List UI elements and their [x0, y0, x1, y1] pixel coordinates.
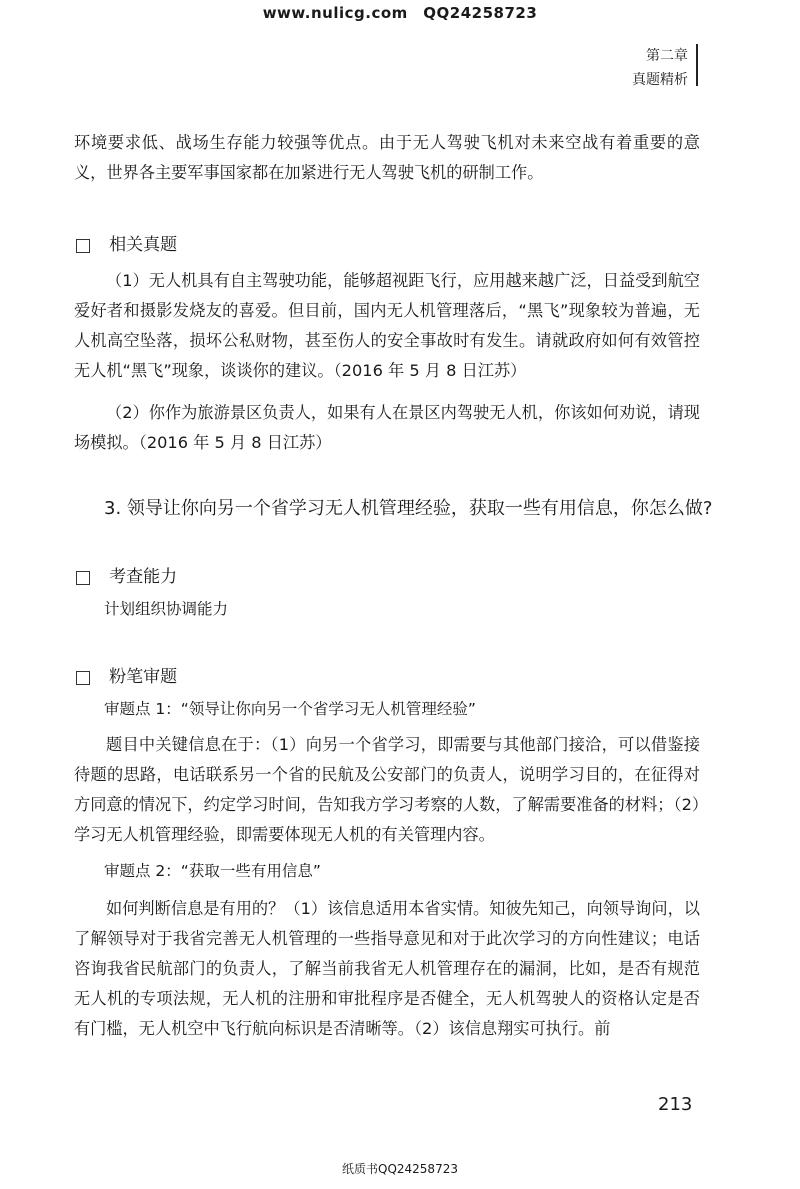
review-paragraph-2: 如何判断信息是有用的？（1）该信息适用本省实情。知彼先知己，向领导询问，以了解领导对于我省完善无人机管理的一些指导意见和对于此次学习的方向性建议；电话咨询我省民航部门的负责人，了解当前我省无人机管理存在的漏洞，比如，是否有规范无人机的专项法规，无人机的注册和审批程序是否健全，无人机驾驶人的资格认定是否有门槛，无人机空中飞行航向标识是否清晰等。（2）该信息翔实可执行。前 — [74, 899, 700, 1038]
review-heading — [76, 664, 177, 690]
review-title: 粉笔审题 — [109, 667, 178, 687]
section-icon — [76, 239, 90, 253]
chapter-header — [632, 44, 688, 92]
section-icon — [76, 571, 90, 585]
footer-watermark: 纸质书QQ24258723 — [342, 1162, 458, 1176]
section-icon — [76, 671, 90, 685]
page-number: 213 — [658, 1094, 693, 1115]
ability-text: 计划组织协调能力 — [104, 600, 229, 618]
ability-heading — [76, 564, 177, 590]
intro-paragraph: 环境要求低、战场生存能力较强等优点。由于无人驾驶飞机对未来空战有着重要的意义，世界各主要军事国家都在加紧进行无人驾驶飞机的研制工作。 — [74, 133, 700, 182]
related-question-2: （2）你作为旅游景区负责人，如果有人在景区内驾驶无人机，你该如何劝说，请现场模拟。（2016 年 5 月 8 日江苏） — [74, 403, 700, 452]
related-question-1: （1）无人机具有自主驾驶功能，能够超视距飞行，应用越来越广泛，日益受到航空爱好者和摄影发烧友的喜爱。但目前，国内无人机管理落后，“黑飞”现象较为普遍，无人机高空坠落，损坏公私财物，甚至伤人的安全事故时有发生。请就政府如何有效管控无人机“黑飞”现象，谈谈你的建议。（2016 年 5 月 8 日江苏） — [74, 271, 700, 380]
review-point-1: 审题点 1：“领导让你向另一个省学习无人机管理经验” — [104, 700, 476, 718]
question-title: 3. 领导让你向另一个省学习无人机管理经验，获取一些有用信息，你怎么做? — [104, 498, 713, 519]
related-title: 相关真题 — [109, 235, 178, 255]
review-paragraph-1: 题目中关键信息在于：（1）向另一个省学习，即需要与其他部门接洽，可以借鉴接待题的思路，电话联系另一个省的民航及公安部门的负责人，说明学习目的，在征得对方同意的情况下，约定学习时间，告知我方学习考察的人数，了解需要准备的材料；（2）学习无人机管理经验，即需要体现无人机的有关管理内容。 — [74, 735, 700, 844]
review-point-2: 审题点 2：“获取一些有用信息” — [104, 862, 321, 880]
chapter-divider — [696, 44, 698, 86]
chapter-number: 第二章 — [646, 48, 688, 64]
ability-title: 考查能力 — [109, 567, 178, 587]
watermark-top: www.nulicg.com QQ24258723 — [262, 4, 538, 22]
chapter-name: 真题精析 — [632, 72, 688, 88]
related-heading — [76, 232, 177, 258]
